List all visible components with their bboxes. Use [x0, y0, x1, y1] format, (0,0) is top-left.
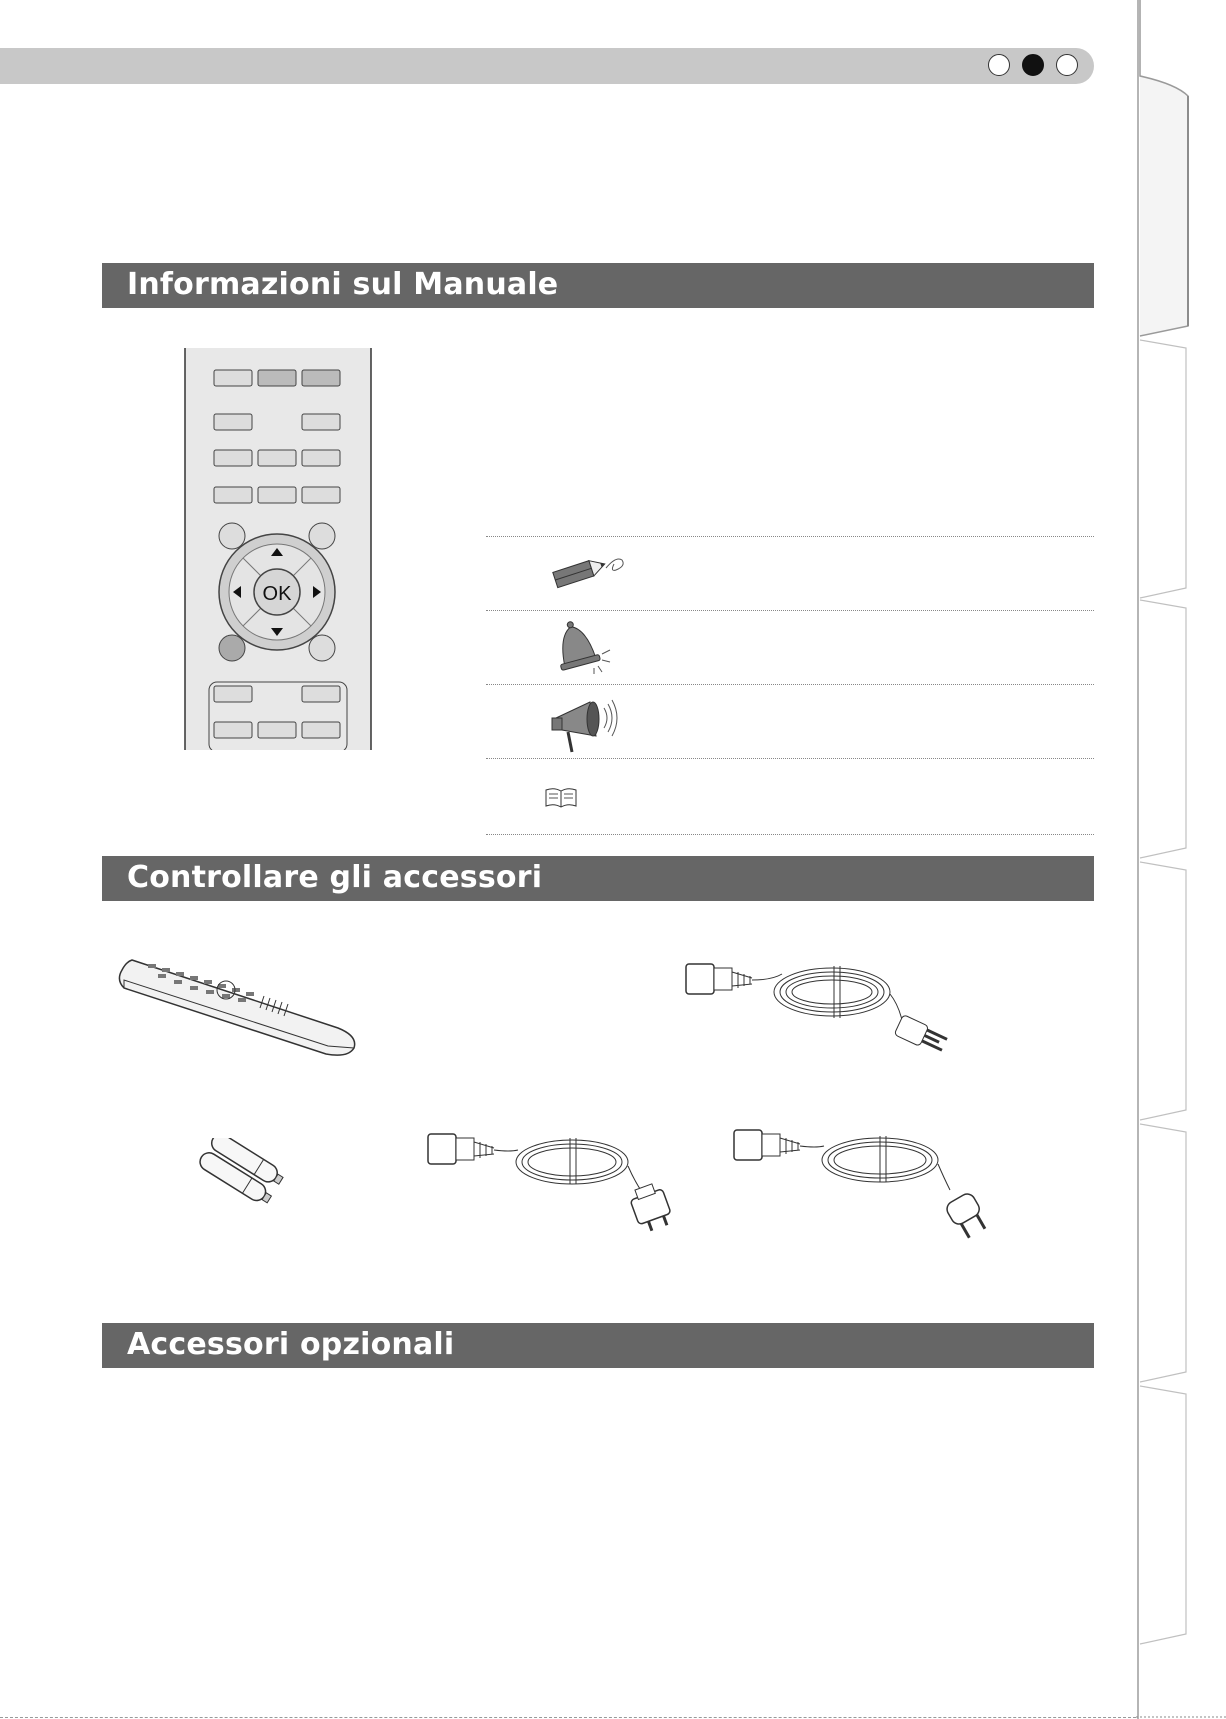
eu-power-cord-illustration [730, 1116, 1014, 1246]
page-indicator-dot-1 [988, 54, 1010, 76]
icon-table-divider [486, 684, 1094, 685]
icon-table-divider [486, 536, 1094, 537]
section-heading-optional-accessories [102, 1323, 1094, 1368]
megaphone-note-icon [550, 696, 624, 756]
section-heading-manual-info [102, 263, 1094, 308]
page-indicator-dot-3 [1056, 54, 1078, 76]
section-title: Accessori opzionali [127, 1327, 455, 1362]
pencil-memo-icon [550, 548, 630, 596]
us-power-cord-illustration [682, 950, 968, 1076]
remote-control-illustration [118, 950, 368, 1062]
side-tab-strip [1136, 0, 1226, 1719]
uk-power-cord-illustration [424, 1120, 684, 1232]
section-title: Controllare gli accessori [127, 860, 543, 895]
aaa-batteries-illustration [192, 1138, 288, 1214]
open-book-icon [544, 786, 578, 810]
header-bar [0, 48, 1094, 84]
icon-table-divider [486, 758, 1094, 759]
bell-caution-icon [550, 618, 620, 676]
bottom-cut-line [0, 1717, 1136, 1718]
ok-label: OK [262, 583, 292, 605]
remote-control-closeup [184, 348, 372, 750]
section-title: Informazioni sul Manuale [127, 267, 559, 302]
icon-table-divider [486, 834, 1094, 835]
page-indicator-dot-2 [1022, 54, 1044, 76]
icon-table-divider [486, 610, 1094, 611]
section-heading-accessories [102, 856, 1094, 901]
